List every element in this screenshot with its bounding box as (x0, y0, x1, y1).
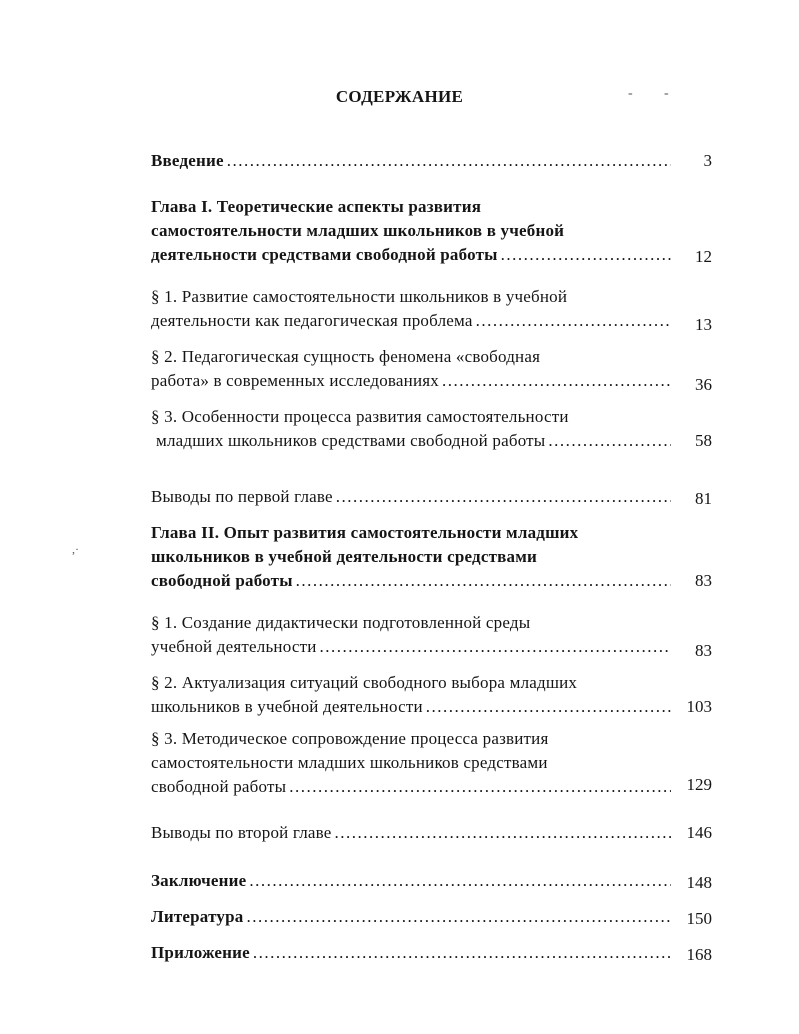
toc-entry-introduction (151, 149, 671, 173)
leader-dots (442, 369, 671, 393)
leader-dots (320, 635, 671, 659)
toc-entry-section-1-2 (151, 345, 671, 393)
toc-entry-text: учебной деятельности (151, 637, 317, 656)
toc-entry-text: деятельности как педагогическая проблема (151, 311, 473, 330)
toc-entry-text: § 3. Методическое сопровождение процесса развития (151, 729, 549, 748)
toc-entry-text: самостоятельности младших школьников средствами (151, 753, 548, 772)
toc-page-number: 129 (686, 775, 712, 794)
toc-page-number: 146 (686, 823, 712, 842)
toc-entry-section-2-3 (151, 727, 671, 799)
leader-dots (249, 869, 671, 893)
page-title: СОДЕРЖАНИЕ (335, 87, 464, 106)
toc-entry-text: Приложение (151, 943, 250, 962)
toc-page-number: 13 (695, 315, 712, 334)
toc-page-number: 150 (686, 909, 712, 928)
toc-entry-text: самостоятельности младших школьников в учебной (151, 221, 565, 240)
toc-entry-text: работа» в современных исследованиях (151, 371, 439, 390)
toc-entry-text: деятельности средствами свободной работы (151, 245, 498, 264)
leader-dots (335, 821, 671, 845)
scan-speck: ,· (72, 542, 79, 556)
toc-entry-text: § 1. Создание дидактически подготовленной среды (151, 613, 531, 632)
toc-entry-text: свободной работы (151, 571, 293, 590)
toc-page-number: 12 (695, 247, 712, 266)
scan-speck: - (628, 86, 633, 101)
toc-entry-text: свободной работы (151, 777, 287, 796)
leader-dots (476, 309, 671, 333)
toc-entry-text: Выводы по первой главе (151, 487, 333, 506)
toc-entry-text: § 2. Педагогическая сущность феномена «свободная (151, 347, 541, 366)
leader-dots (548, 429, 671, 453)
toc-entry-chapter-1 (151, 195, 671, 267)
toc-entry-text: § 3. Особенности процесса развития самостоятельности (151, 407, 569, 426)
leader-dots (336, 485, 671, 509)
toc-page-number: 81 (695, 489, 712, 508)
toc-entry-text: Заключение (151, 871, 247, 890)
toc-page-number: 148 (686, 873, 712, 892)
leader-dots (253, 941, 671, 965)
toc-page-number: 83 (695, 641, 712, 660)
leader-dots (246, 905, 671, 929)
toc-page-number: 36 (695, 375, 712, 394)
toc-entry-text: Глава II. Опыт развития самостоятельности младших (151, 523, 579, 542)
leader-dots (289, 775, 671, 799)
toc-entry-text: Введение (151, 151, 224, 170)
toc-page-number: 103 (686, 697, 712, 716)
scan-speck: - (664, 86, 669, 101)
toc-entry-text: школьников в учебной деятельности (151, 697, 423, 716)
toc-entry-text: Глава I. Теоретические аспекты развития (151, 197, 482, 216)
toc-entry-conclusions-1 (151, 485, 671, 509)
leader-dots (501, 243, 671, 267)
toc-entry-conclusion (151, 869, 671, 893)
toc-entry-text: Выводы по второй главе (151, 823, 332, 842)
leader-dots (426, 695, 671, 719)
toc-entry-conclusions-2 (151, 821, 671, 845)
toc-entry-text: § 1. Развитие самостоятельности школьников в учебной (151, 287, 568, 306)
toc-page-number: 83 (695, 571, 712, 590)
toc-page-number: 58 (695, 431, 712, 450)
toc-entry-text: § 2. Актуализация ситуаций свободного выбора младших (151, 673, 578, 692)
leader-dots (227, 149, 671, 173)
toc-page-number: 3 (703, 151, 712, 170)
toc-entry-section-2-2 (151, 671, 671, 719)
toc-entry-text: младших школьников средствами свободной работы (156, 431, 546, 450)
toc-entry-appendix (151, 941, 671, 965)
toc-entry-references (151, 905, 671, 929)
toc-entry-section-1-3 (151, 405, 671, 453)
toc-entry-section-2-1 (151, 611, 671, 659)
toc-entry-text: Литература (151, 907, 244, 926)
toc-entry-chapter-2 (151, 521, 671, 593)
toc-page-number: 168 (686, 945, 712, 964)
leader-dots (296, 569, 671, 593)
toc-entry-section-1-1 (151, 285, 671, 333)
toc-entry-text: школьников в учебной деятельности средствами (151, 547, 537, 566)
